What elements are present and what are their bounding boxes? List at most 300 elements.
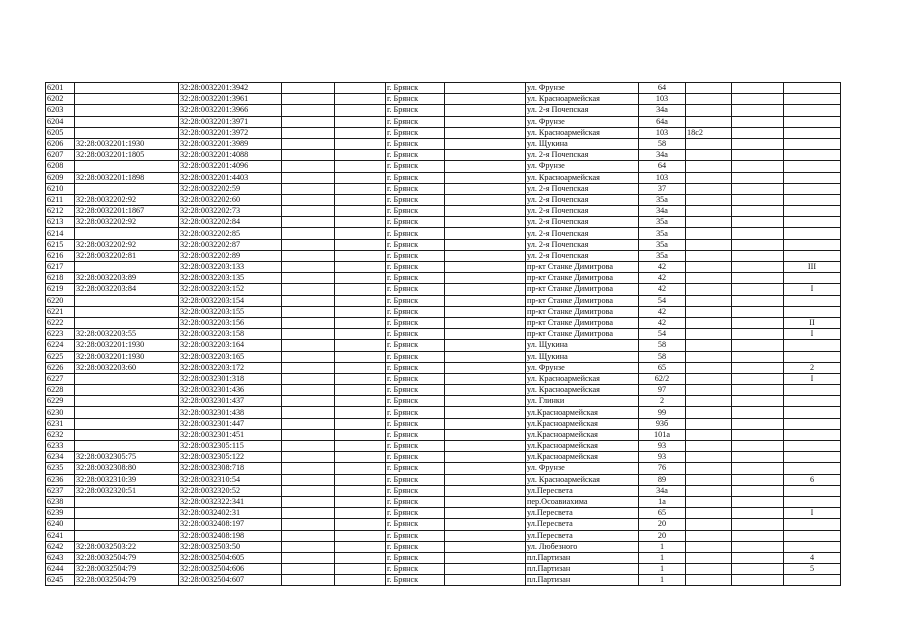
empty-cell (445, 452, 526, 463)
previous-cadastral-number: 32:28:0032201:1805 (75, 150, 179, 161)
row-number: 6208 (46, 161, 75, 172)
cadastral-number: 32:28:0032203:158 (179, 329, 282, 340)
empty-cell (732, 418, 784, 429)
empty-cell (445, 519, 526, 530)
empty-cell (335, 127, 386, 138)
empty-cell (282, 373, 335, 384)
house-number: 93 (639, 452, 686, 463)
cadastral-number: 32:28:0032202:73 (179, 206, 282, 217)
building-number (686, 284, 732, 295)
city-name: г. Брянск (386, 552, 445, 563)
empty-cell (335, 183, 386, 194)
previous-cadastral-number (75, 496, 179, 507)
house-number: 42 (639, 317, 686, 328)
empty-cell (282, 530, 335, 541)
empty-cell (282, 519, 335, 530)
empty-cell (335, 474, 386, 485)
table-row (46, 194, 841, 205)
empty-cell (445, 150, 526, 161)
previous-cadastral-number: 32:28:0032201:1930 (75, 351, 179, 362)
cadastral-number: 32:28:0032305:115 (179, 441, 282, 452)
street-name: ул. Фрунзе (526, 83, 639, 94)
table-row (46, 262, 841, 273)
cadastral-number: 32:28:0032305:122 (179, 452, 282, 463)
street-name: ул.Пересвета (526, 519, 639, 530)
table-row (46, 105, 841, 116)
empty-cell (335, 373, 386, 384)
empty-cell (335, 485, 386, 496)
house-number: 34а (639, 105, 686, 116)
house-number: 35а (639, 239, 686, 250)
previous-cadastral-number (75, 407, 179, 418)
empty-cell (335, 206, 386, 217)
street-name: ул.Пересвета (526, 508, 639, 519)
empty-cell (282, 138, 335, 149)
row-number: 6222 (46, 317, 75, 328)
letter-designation (784, 161, 841, 172)
street-name: ул. Щукина (526, 351, 639, 362)
empty-cell (445, 183, 526, 194)
building-number (686, 83, 732, 94)
empty-cell (282, 116, 335, 127)
empty-cell (732, 228, 784, 239)
table-row (46, 295, 841, 306)
street-name: ул. 2-я Почепская (526, 250, 639, 261)
letter-designation (784, 183, 841, 194)
letter-designation (784, 228, 841, 239)
street-name: ул. Щукина (526, 340, 639, 351)
house-number: 65 (639, 362, 686, 373)
previous-cadastral-number (75, 94, 179, 105)
house-number: 101а (639, 429, 686, 440)
previous-cadastral-number (75, 385, 179, 396)
empty-cell (445, 228, 526, 239)
empty-cell (732, 150, 784, 161)
previous-cadastral-number (75, 508, 179, 519)
empty-cell (732, 530, 784, 541)
table-row (46, 530, 841, 541)
street-name: ул.Красноармейская (526, 407, 639, 418)
empty-cell (445, 239, 526, 250)
letter-designation (784, 575, 841, 586)
previous-cadastral-number (75, 161, 179, 172)
table-row (46, 150, 841, 161)
cadastral-number: 32:28:0032201:3971 (179, 116, 282, 127)
letter-designation: 2 (784, 362, 841, 373)
letter-designation (784, 418, 841, 429)
table-row (46, 463, 841, 474)
house-number: 97 (639, 385, 686, 396)
building-number (686, 150, 732, 161)
empty-cell (445, 385, 526, 396)
empty-cell (335, 452, 386, 463)
letter-designation (784, 194, 841, 205)
table-row (46, 138, 841, 149)
empty-cell (445, 396, 526, 407)
empty-cell (335, 441, 386, 452)
row-number: 6216 (46, 250, 75, 261)
street-name: ул.Пересвета (526, 530, 639, 541)
house-number: 35а (639, 228, 686, 239)
house-number: 93б (639, 418, 686, 429)
empty-cell (732, 317, 784, 328)
empty-cell (335, 463, 386, 474)
empty-cell (282, 485, 335, 496)
cadastral-number: 32:28:0032408:197 (179, 519, 282, 530)
previous-cadastral-number: 32:28:0032202:92 (75, 239, 179, 250)
city-name: г. Брянск (386, 172, 445, 183)
letter-designation (784, 116, 841, 127)
building-number (686, 564, 732, 575)
cadastral-number: 32:28:0032504:607 (179, 575, 282, 586)
table-row (46, 396, 841, 407)
letter-designation: II (784, 317, 841, 328)
building-number (686, 474, 732, 485)
empty-cell (445, 496, 526, 507)
table-row (46, 239, 841, 250)
house-number: 99 (639, 407, 686, 418)
cadastral-number: 32:28:0032201:3942 (179, 83, 282, 94)
street-name: пр-кт Станке Димитрова (526, 262, 639, 273)
street-name: ул.Красноармейская (526, 418, 639, 429)
empty-cell (732, 295, 784, 306)
house-number: 103 (639, 127, 686, 138)
building-number (686, 183, 732, 194)
table-row (46, 385, 841, 396)
empty-cell (335, 340, 386, 351)
street-name: пр-кт Станке Димитрова (526, 329, 639, 340)
row-number: 6239 (46, 508, 75, 519)
empty-cell (282, 262, 335, 273)
cadastral-number: 32:28:0032202:89 (179, 250, 282, 261)
table-row (46, 564, 841, 575)
empty-cell (335, 530, 386, 541)
empty-cell (282, 206, 335, 217)
row-number: 6242 (46, 541, 75, 552)
building-number (686, 329, 732, 340)
previous-cadastral-number: 32:28:0032202:92 (75, 217, 179, 228)
empty-cell (335, 116, 386, 127)
empty-cell (335, 351, 386, 362)
row-number: 6237 (46, 485, 75, 496)
empty-cell (445, 418, 526, 429)
table-row (46, 541, 841, 552)
table-row (46, 519, 841, 530)
empty-cell (732, 206, 784, 217)
cadastral-number: 32:28:0032301:318 (179, 373, 282, 384)
empty-cell (335, 508, 386, 519)
empty-cell (445, 463, 526, 474)
city-name: г. Брянск (386, 340, 445, 351)
building-number (686, 239, 732, 250)
empty-cell (335, 295, 386, 306)
previous-cadastral-number (75, 306, 179, 317)
empty-cell (732, 575, 784, 586)
row-number: 6233 (46, 441, 75, 452)
table-row (46, 329, 841, 340)
previous-cadastral-number (75, 116, 179, 127)
house-number: 64 (639, 83, 686, 94)
empty-cell (335, 239, 386, 250)
empty-cell (335, 564, 386, 575)
letter-designation (784, 138, 841, 149)
empty-cell (282, 418, 335, 429)
cadastral-number: 32:28:0032203:164 (179, 340, 282, 351)
table-row (46, 429, 841, 440)
city-name: г. Брянск (386, 183, 445, 194)
empty-cell (282, 407, 335, 418)
empty-cell (445, 273, 526, 284)
empty-cell (732, 329, 784, 340)
previous-cadastral-number (75, 373, 179, 384)
empty-cell (335, 150, 386, 161)
row-number: 6228 (46, 385, 75, 396)
row-number: 6210 (46, 183, 75, 194)
cadastral-number: 32:28:0032504:605 (179, 552, 282, 563)
house-number: 1 (639, 552, 686, 563)
house-number: 34а (639, 150, 686, 161)
cadastral-number: 32:28:0032202:84 (179, 217, 282, 228)
empty-cell (282, 127, 335, 138)
empty-cell (732, 541, 784, 552)
letter-designation (784, 273, 841, 284)
letter-designation (784, 351, 841, 362)
city-name: г. Брянск (386, 317, 445, 328)
street-name: ул. Щукина (526, 138, 639, 149)
empty-cell (282, 340, 335, 351)
letter-designation (784, 94, 841, 105)
empty-cell (445, 329, 526, 340)
empty-cell (282, 575, 335, 586)
building-number (686, 228, 732, 239)
building-number (686, 250, 732, 261)
cadastral-number: 32:28:0032201:3966 (179, 105, 282, 116)
empty-cell (732, 183, 784, 194)
empty-cell (335, 138, 386, 149)
house-number: 58 (639, 138, 686, 149)
city-name: г. Брянск (386, 105, 445, 116)
empty-cell (335, 418, 386, 429)
empty-cell (732, 452, 784, 463)
empty-cell (282, 284, 335, 295)
row-number: 6213 (46, 217, 75, 228)
empty-cell (732, 105, 784, 116)
city-name: г. Брянск (386, 452, 445, 463)
empty-cell (282, 273, 335, 284)
house-number: 54 (639, 329, 686, 340)
city-name: г. Брянск (386, 161, 445, 172)
empty-cell (445, 194, 526, 205)
previous-cadastral-number: 32:28:0032310:39 (75, 474, 179, 485)
house-number: 34а (639, 485, 686, 496)
empty-cell (445, 138, 526, 149)
row-number: 6232 (46, 429, 75, 440)
table-row (46, 161, 841, 172)
empty-cell (282, 362, 335, 373)
street-name: ул.Красноармейская (526, 429, 639, 440)
row-number: 6221 (46, 306, 75, 317)
table-row (46, 496, 841, 507)
letter-designation (784, 83, 841, 94)
row-number: 6203 (46, 105, 75, 116)
table-row (46, 306, 841, 317)
row-number: 6207 (46, 150, 75, 161)
street-name: пер.Осоавиахима (526, 496, 639, 507)
table-row (46, 373, 841, 384)
city-name: г. Брянск (386, 418, 445, 429)
row-number: 6227 (46, 373, 75, 384)
street-name: ул. Красноармейская (526, 172, 639, 183)
empty-cell (282, 463, 335, 474)
empty-cell (335, 250, 386, 261)
row-number: 6224 (46, 340, 75, 351)
previous-cadastral-number (75, 105, 179, 116)
building-number (686, 262, 732, 273)
city-name: г. Брянск (386, 385, 445, 396)
empty-cell (445, 262, 526, 273)
table-row (46, 116, 841, 127)
table-row (46, 508, 841, 519)
street-name: ул. 2-я Почепская (526, 239, 639, 250)
previous-cadastral-number (75, 83, 179, 94)
property-registry-table (45, 82, 841, 586)
previous-cadastral-number: 32:28:0032203:84 (75, 284, 179, 295)
street-name: пр-кт Станке Димитрова (526, 317, 639, 328)
city-name: г. Брянск (386, 530, 445, 541)
empty-cell (445, 474, 526, 485)
cadastral-number: 32:28:0032402:31 (179, 508, 282, 519)
city-name: г. Брянск (386, 463, 445, 474)
empty-cell (445, 295, 526, 306)
empty-cell (335, 94, 386, 105)
city-name: г. Брянск (386, 429, 445, 440)
empty-cell (282, 150, 335, 161)
table-row (46, 127, 841, 138)
empty-cell (282, 295, 335, 306)
house-number: 42 (639, 306, 686, 317)
cadastral-number: 32:28:0032203:165 (179, 351, 282, 362)
house-number: 58 (639, 340, 686, 351)
building-number (686, 317, 732, 328)
city-name: г. Брянск (386, 541, 445, 552)
letter-designation (784, 105, 841, 116)
row-number: 6241 (46, 530, 75, 541)
empty-cell (445, 94, 526, 105)
row-number: 6220 (46, 295, 75, 306)
letter-designation: 5 (784, 564, 841, 575)
building-number (686, 519, 732, 530)
cadastral-number: 32:28:0032310:54 (179, 474, 282, 485)
city-name: г. Брянск (386, 239, 445, 250)
empty-cell (282, 306, 335, 317)
letter-designation (784, 250, 841, 261)
street-name: пр-кт Станке Димитрова (526, 295, 639, 306)
table-row (46, 441, 841, 452)
empty-cell (732, 552, 784, 563)
cadastral-number: 32:28:0032201:3972 (179, 127, 282, 138)
empty-cell (282, 552, 335, 563)
cadastral-number: 32:28:0032504:606 (179, 564, 282, 575)
empty-cell (282, 217, 335, 228)
table-row (46, 474, 841, 485)
empty-cell (335, 575, 386, 586)
empty-cell (445, 217, 526, 228)
empty-cell (732, 273, 784, 284)
empty-cell (445, 172, 526, 183)
row-number: 6215 (46, 239, 75, 250)
registry-rows (46, 83, 841, 586)
previous-cadastral-number (75, 519, 179, 530)
empty-cell (732, 396, 784, 407)
cadastral-number: 32:28:0032301:447 (179, 418, 282, 429)
empty-cell (335, 306, 386, 317)
empty-cell (282, 329, 335, 340)
table-row (46, 250, 841, 261)
letter-designation (784, 452, 841, 463)
table-row (46, 284, 841, 295)
house-number: 103 (639, 172, 686, 183)
city-name: г. Брянск (386, 441, 445, 452)
building-number (686, 138, 732, 149)
letter-designation (784, 206, 841, 217)
previous-cadastral-number (75, 396, 179, 407)
street-name: ул. 2-я Почепская (526, 228, 639, 239)
letter-designation: III (784, 262, 841, 273)
empty-cell (445, 161, 526, 172)
row-number: 6214 (46, 228, 75, 239)
letter-designation (784, 441, 841, 452)
empty-cell (445, 441, 526, 452)
letter-designation (784, 496, 841, 507)
street-name: ул.Красноармейская (526, 452, 639, 463)
building-number (686, 407, 732, 418)
previous-cadastral-number: 32:28:0032503:22 (75, 541, 179, 552)
empty-cell (445, 306, 526, 317)
house-number: 1а (639, 496, 686, 507)
letter-designation (784, 172, 841, 183)
city-name: г. Брянск (386, 250, 445, 261)
letter-designation (784, 295, 841, 306)
city-name: г. Брянск (386, 496, 445, 507)
cadastral-number: 32:28:0032202:87 (179, 239, 282, 250)
cadastral-number: 32:28:0032203:155 (179, 306, 282, 317)
house-number: 34а (639, 206, 686, 217)
empty-cell (732, 172, 784, 183)
building-number (686, 206, 732, 217)
empty-cell (732, 138, 784, 149)
building-number (686, 161, 732, 172)
street-name: ул. Красноармейская (526, 385, 639, 396)
row-number: 6206 (46, 138, 75, 149)
empty-cell (732, 407, 784, 418)
empty-cell (282, 396, 335, 407)
table-row (46, 206, 841, 217)
row-number: 6240 (46, 519, 75, 530)
street-name: пл.Партизан (526, 575, 639, 586)
empty-cell (282, 508, 335, 519)
table-row (46, 228, 841, 239)
row-number: 6244 (46, 564, 75, 575)
empty-cell (282, 385, 335, 396)
building-number (686, 373, 732, 384)
previous-cadastral-number: 32:28:0032201:1867 (75, 206, 179, 217)
house-number: 76 (639, 463, 686, 474)
building-number (686, 362, 732, 373)
empty-cell (335, 194, 386, 205)
street-name: ул. Глинки (526, 396, 639, 407)
empty-cell (445, 530, 526, 541)
letter-designation (784, 429, 841, 440)
